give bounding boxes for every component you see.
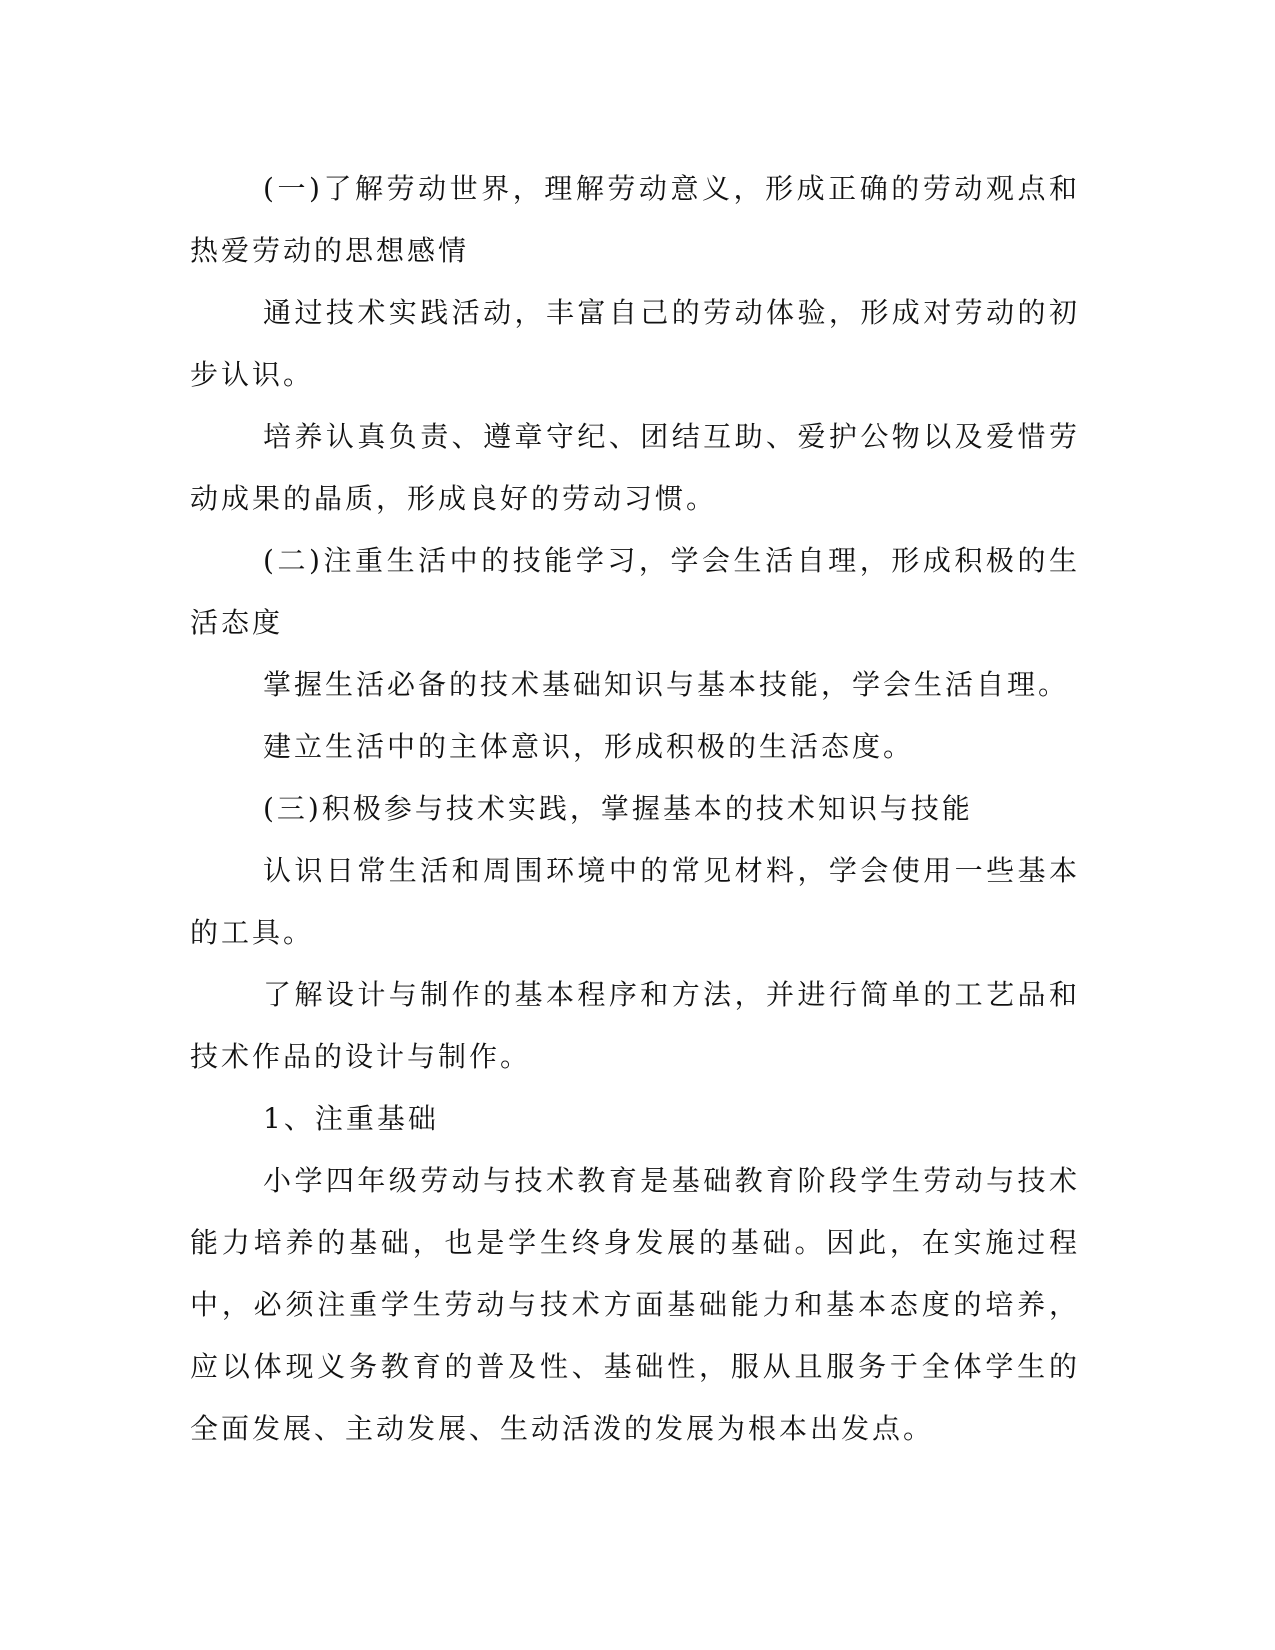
subheading-foundation: 1、注重基础: [263, 1102, 439, 1135]
section-heading-1: (一)了解劳动世界，理解劳动意义，形成正确的劳动观点和热爱劳动的思想感情: [190, 172, 1080, 267]
paragraph: 认识日常生活和周围环境中的常见材料，学会使用一些基本的工具。: [190, 854, 1080, 949]
paragraph: 培养认真负责、遵章守纪、团结互助、爱护公物以及爱惜劳动成果的晶质，形成良好的劳动习惯。: [190, 420, 1080, 515]
section-heading-3: (三)积极参与技术实践，掌握基本的技术知识与技能: [263, 792, 973, 825]
paragraph: 掌握生活必备的技术基础知识与基本技能，学会生活自理。: [263, 668, 1070, 701]
paragraph: 了解设计与制作的基本程序和方法，并进行简单的工艺品和技术作品的设计与制作。: [190, 978, 1080, 1073]
paragraph: 建立生活中的主体意识，形成积极的生活态度。: [263, 730, 915, 763]
paragraph: 小学四年级劳动与技术教育是基础教育阶段学生劳动与技术能力培养的基础，也是学生终身发展的基础。因此，在实施过程中，必须注重学生劳动与技术方面基础能力和基本态度的培养，应以体现义务教育的普及性、基础性，服从且服务于全体学生的全面发展、主动发展、生动活泼的发展为根本出发点。: [190, 1164, 1080, 1445]
paragraph: 通过技术实践活动，丰富自己的劳动体验，形成对劳动的初步认识。: [190, 296, 1080, 391]
section-heading-2: (二)注重生活中的技能学习，学会生活自理，形成积极的生活态度: [190, 544, 1080, 639]
document-body: [190, 158, 1080, 1460]
